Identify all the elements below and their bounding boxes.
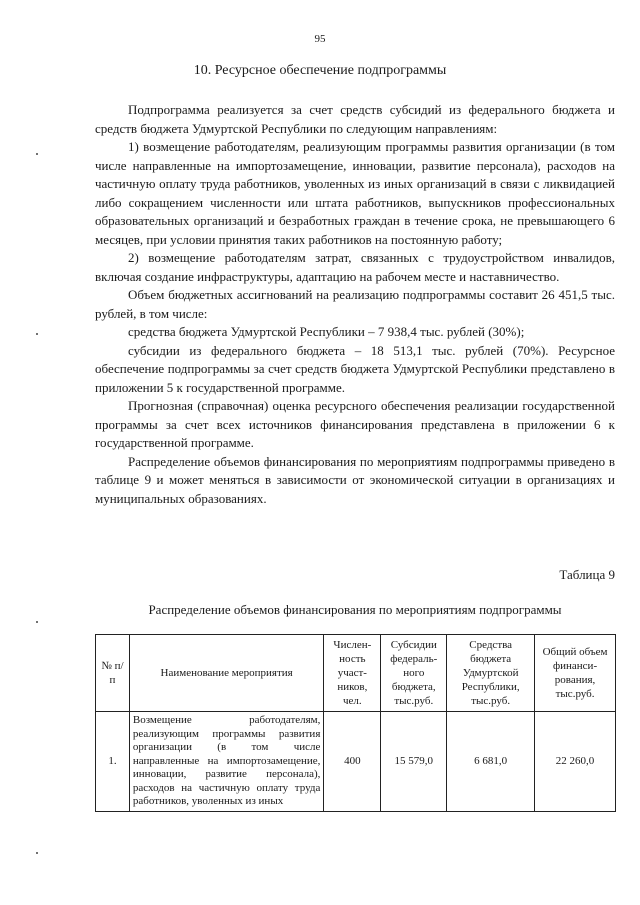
paragraph-forecast: Прогнозная (справочная) оценка ресурсного обеспечения реализации государственной программы за счет всех источников финансирования представлена в приложении 6 к государственной программе. <box>95 398 615 450</box>
header-regional: Средства бюджета Удмуртской Республики, тыс.руб. <box>447 635 535 712</box>
margin-mark <box>36 153 38 155</box>
margin-mark <box>36 852 38 854</box>
cell-participants: 400 <box>324 712 381 812</box>
header-name: Наименование мероприятия <box>129 635 323 712</box>
table-row <box>96 712 616 812</box>
financing-table <box>95 634 616 812</box>
cell-total: 22 260,0 <box>535 712 616 812</box>
header-number: № п/п <box>96 635 130 712</box>
page-number: 95 <box>314 33 326 45</box>
cell-regional: 6 681,0 <box>447 712 535 812</box>
body-text <box>95 101 615 508</box>
paragraph-regional-funds: средства бюджета Удмуртской Республики – 7 938,4 тыс. рублей (30%); <box>128 324 525 339</box>
paragraph-item-1: 1) возмещение работодателям, реализующим программы развития организации (в том числе направленные на импортозамещение, инновации, развитие персонала), расходов на частичную оплату труда работников, уволенных из иных организаций в связи с ликвидацией либо сокращением численности или штата работников, выпускников профессиональных образовательных организаций и безработных граждан в течение срока, не превышающего 6 месяцев, при условии принятия таких работников на постоянную работу; <box>95 139 615 247</box>
table-header-row <box>96 635 616 712</box>
paragraph-item-2: 2) возмещение работодателям затрат, связанных с трудоустройством инвалидов, включая создание инфраструктуры, адаптацию на рабочем месте и наставничество. <box>95 250 615 284</box>
header-participants: Числен-ность участ-ников, чел. <box>324 635 381 712</box>
paragraph-federal-subsidies: субсидии из федерального бюджета – 18 513,1 тыс. рублей (70%). Ресурсное обеспечение подпрограммы за счет средств бюджета Удмуртской Республики представлено в приложении 5 к государственной программе. <box>95 342 615 395</box>
paragraph-intro: Подпрограмма реализуется за счет средств субсидий из федерального бюджета и средств бюджета Удмуртской Республики по следующим направлениям: <box>95 102 615 136</box>
cell-number: 1. <box>96 712 130 812</box>
section-title: 10. Ресурсное обеспечение подпрограммы <box>193 63 447 78</box>
header-total: Общий объем финанси-рования, тыс.руб. <box>535 635 616 712</box>
margin-mark <box>36 621 38 623</box>
header-federal: Субсидии федераль-ного бюджета, тыс.руб. <box>381 635 447 712</box>
table-label: Таблица 9 <box>559 567 615 582</box>
cell-federal: 15 579,0 <box>381 712 447 812</box>
table-caption: Распределение объемов финансирования по мероприятиям подпрограммы <box>148 602 562 617</box>
paragraph-budget: Объем бюджетных ассигнований на реализацию подпрограммы составит 26 451,5 тыс. рублей, в том числе: <box>95 287 615 321</box>
paragraph-distribution: Распределение объемов финансирования по мероприятиям подпрограммы приведено в таблице 9 и может меняться в зависимости от экономической ситуации в организациях и муниципальных образованиях. <box>95 453 615 506</box>
margin-mark <box>36 333 38 335</box>
cell-name: Возмещение работодателям, реализующим программы развития организации (в том числе направленные на импортозамещение, инновации, развитие персонала), расходов на частичную оплату труда работников, уволенных из иных <box>129 712 323 812</box>
